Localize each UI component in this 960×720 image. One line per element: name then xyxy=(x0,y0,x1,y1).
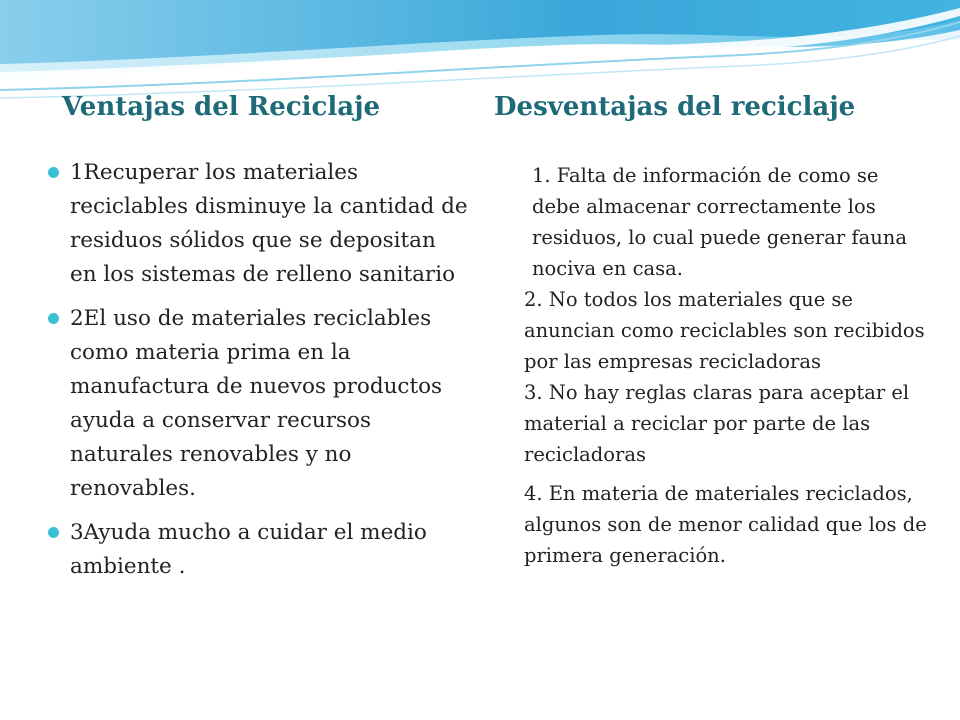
bullet-icon xyxy=(48,313,59,324)
disadvantages-list xyxy=(524,160,928,571)
advantage-text: 2El uso de materiales reciclables como materia prima en la manufactura de nuevos productos ayuda a conservar recursos naturales renovables y no renovables. xyxy=(70,306,443,501)
disadvantage-text: 1. Falta de información de como se debe almacenar correctamente los residuos, lo cual puede generar fauna nociva en casa. xyxy=(532,164,907,280)
disadvantage-text: 4. En materia de materiales reciclados, algunos son de menor calidad que los de primera generación. xyxy=(524,482,927,567)
advantage-text: 1Recuperar los materiales reciclables disminuye la cantidad de residuos sólidos que se depositan en los sistemas de relleno sanitario xyxy=(70,160,468,287)
disadvantages-heading: Desventajas del reciclaje xyxy=(494,92,856,122)
disadvantage-text: 3. No hay reglas claras para aceptar el material a reciclar por parte de las recicladoras xyxy=(524,381,910,466)
advantage-text: 3Ayuda mucho a cuidar el medio ambiente . xyxy=(70,520,427,579)
disadvantage-text: 2. No todos los materiales que se anuncian como reciclables son recibidos por las empresas recicladoras xyxy=(524,288,925,373)
advantages-heading: Ventajas del Reciclaje xyxy=(62,92,381,122)
advantages-list xyxy=(48,156,468,594)
bullet-icon xyxy=(48,167,59,178)
bullet-icon xyxy=(48,527,59,538)
list-item xyxy=(48,156,468,292)
list-item xyxy=(48,302,468,506)
list-item xyxy=(48,516,468,584)
